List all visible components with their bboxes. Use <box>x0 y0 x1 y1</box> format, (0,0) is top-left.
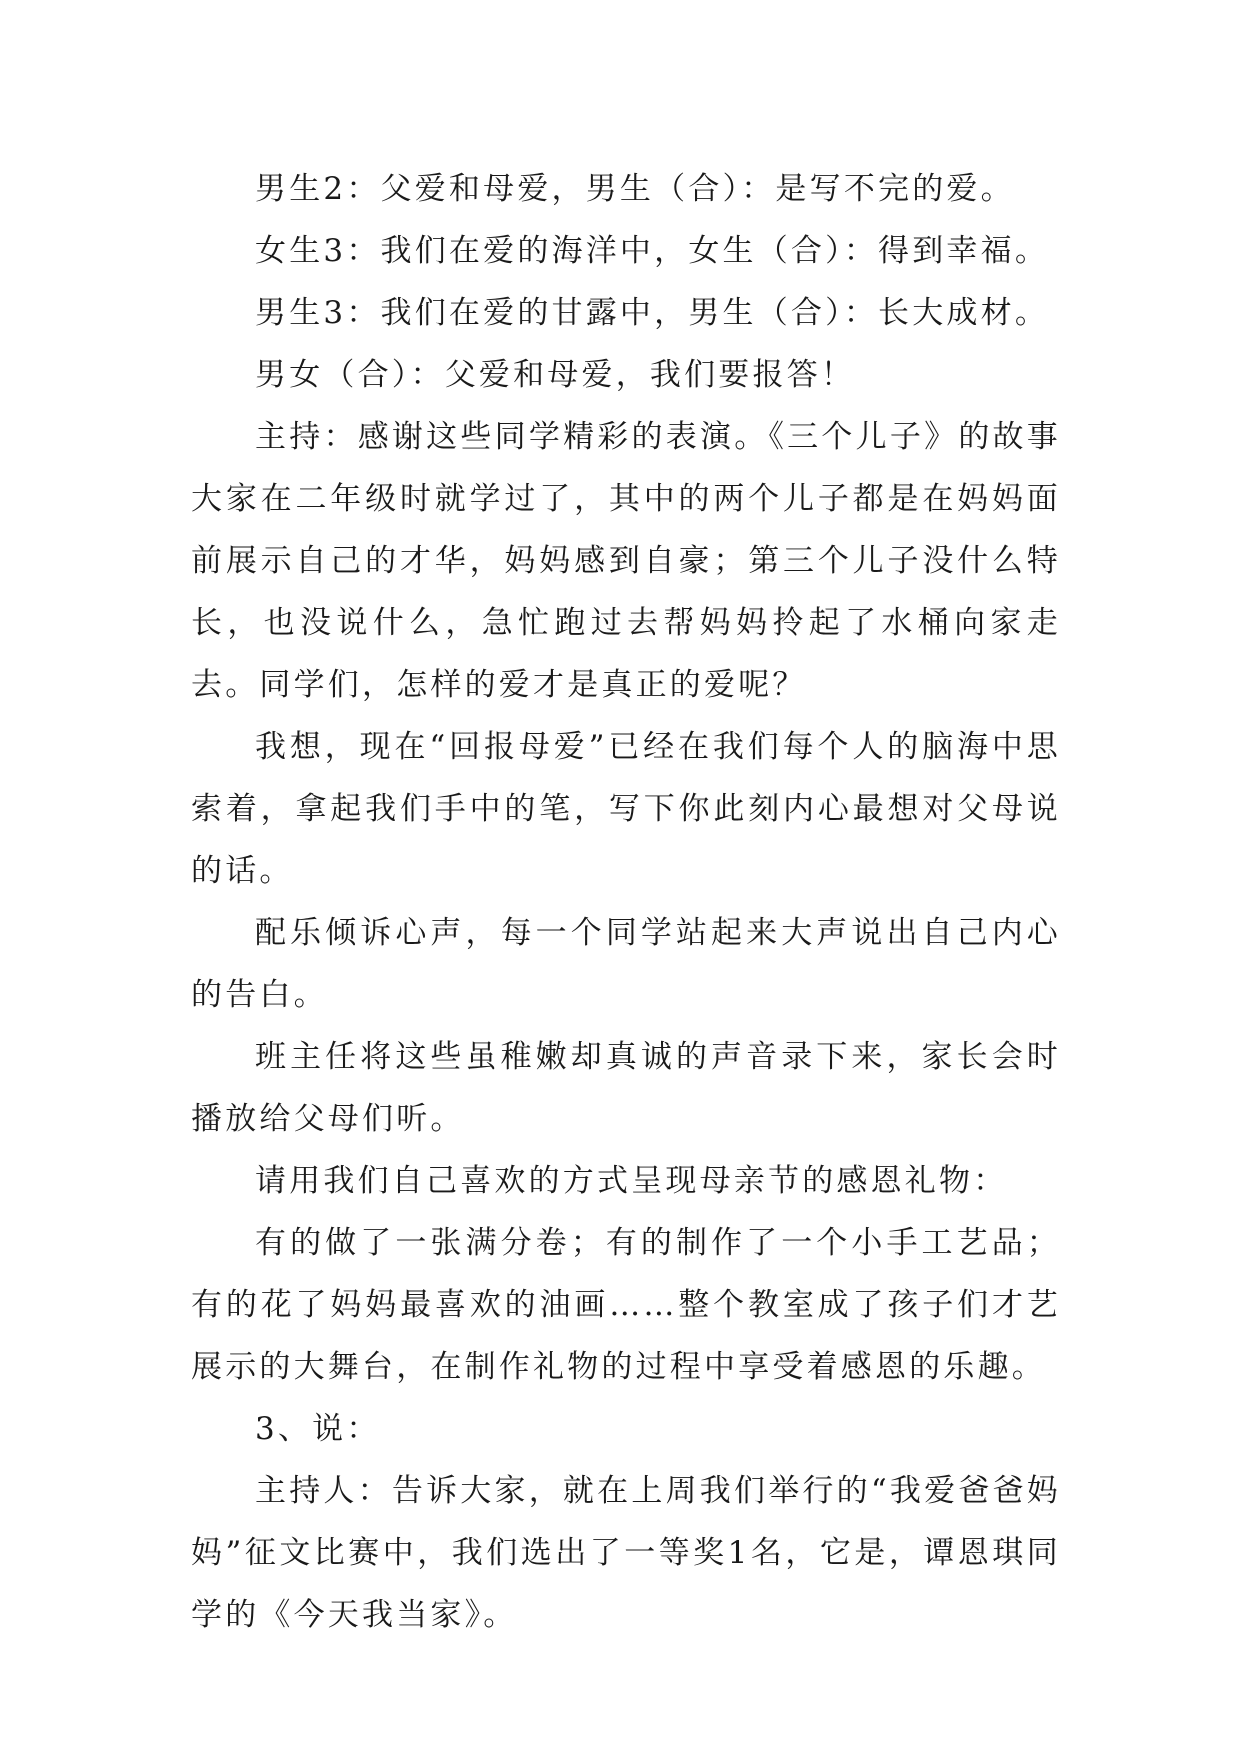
paragraph: 3、说： <box>255 1411 381 1447</box>
document-body <box>191 158 1061 1646</box>
paragraph: 女生3：我们在爱的海洋中，女生（合）：得到幸福。 <box>255 233 1050 269</box>
paragraph: 男生3：我们在爱的甘露中，男生（合）：长大成材。 <box>255 295 1050 331</box>
paragraph: 有的做了一张满分卷；有的制作了一个小手工艺品；有的花了妈妈最喜欢的油画……整个教室成了孩子们才艺展示的大舞台，在制作礼物的过程中享受着感恩的乐趣。 <box>191 1225 1061 1385</box>
paragraph: 请用我们自己喜欢的方式呈现母亲节的感恩礼物： <box>255 1163 1008 1199</box>
paragraph: 主持：感谢这些同学精彩的表演。《三个儿子》的故事大家在二年级时就学过了，其中的两个儿子都是在妈妈面前展示自己的才华，妈妈感到自豪；第三个儿子没什么特长，也没说什么，急忙跑过去帮妈妈拎起了水桶向家走去。同学们，怎样的爱才是真正的爱呢？ <box>191 419 1061 703</box>
paragraph: 配乐倾诉心声，每一个同学站起来大声说出自己内心的告白。 <box>191 915 1061 1013</box>
paragraph: 班主任将这些虽稚嫩却真诚的声音录下来，家长会时播放给父母们听。 <box>191 1039 1061 1137</box>
paragraph: 我想，现在“回报母爱”已经在我们每个人的脑海中思索着，拿起我们手中的笔，写下你此刻内心最想对父母说的话。 <box>191 729 1061 889</box>
paragraph: 主持人：告诉大家，就在上周我们举行的“我爱爸爸妈妈”征文比赛中，我们选出了一等奖1名，它是，谭恩琪同学的《今天我当家》。 <box>191 1473 1061 1633</box>
paragraph: 男生2：父爱和母爱，男生（合）：是写不完的爱。 <box>255 171 1015 207</box>
paragraph: 男女（合）：父爱和母爱，我们要报答！ <box>255 357 856 393</box>
